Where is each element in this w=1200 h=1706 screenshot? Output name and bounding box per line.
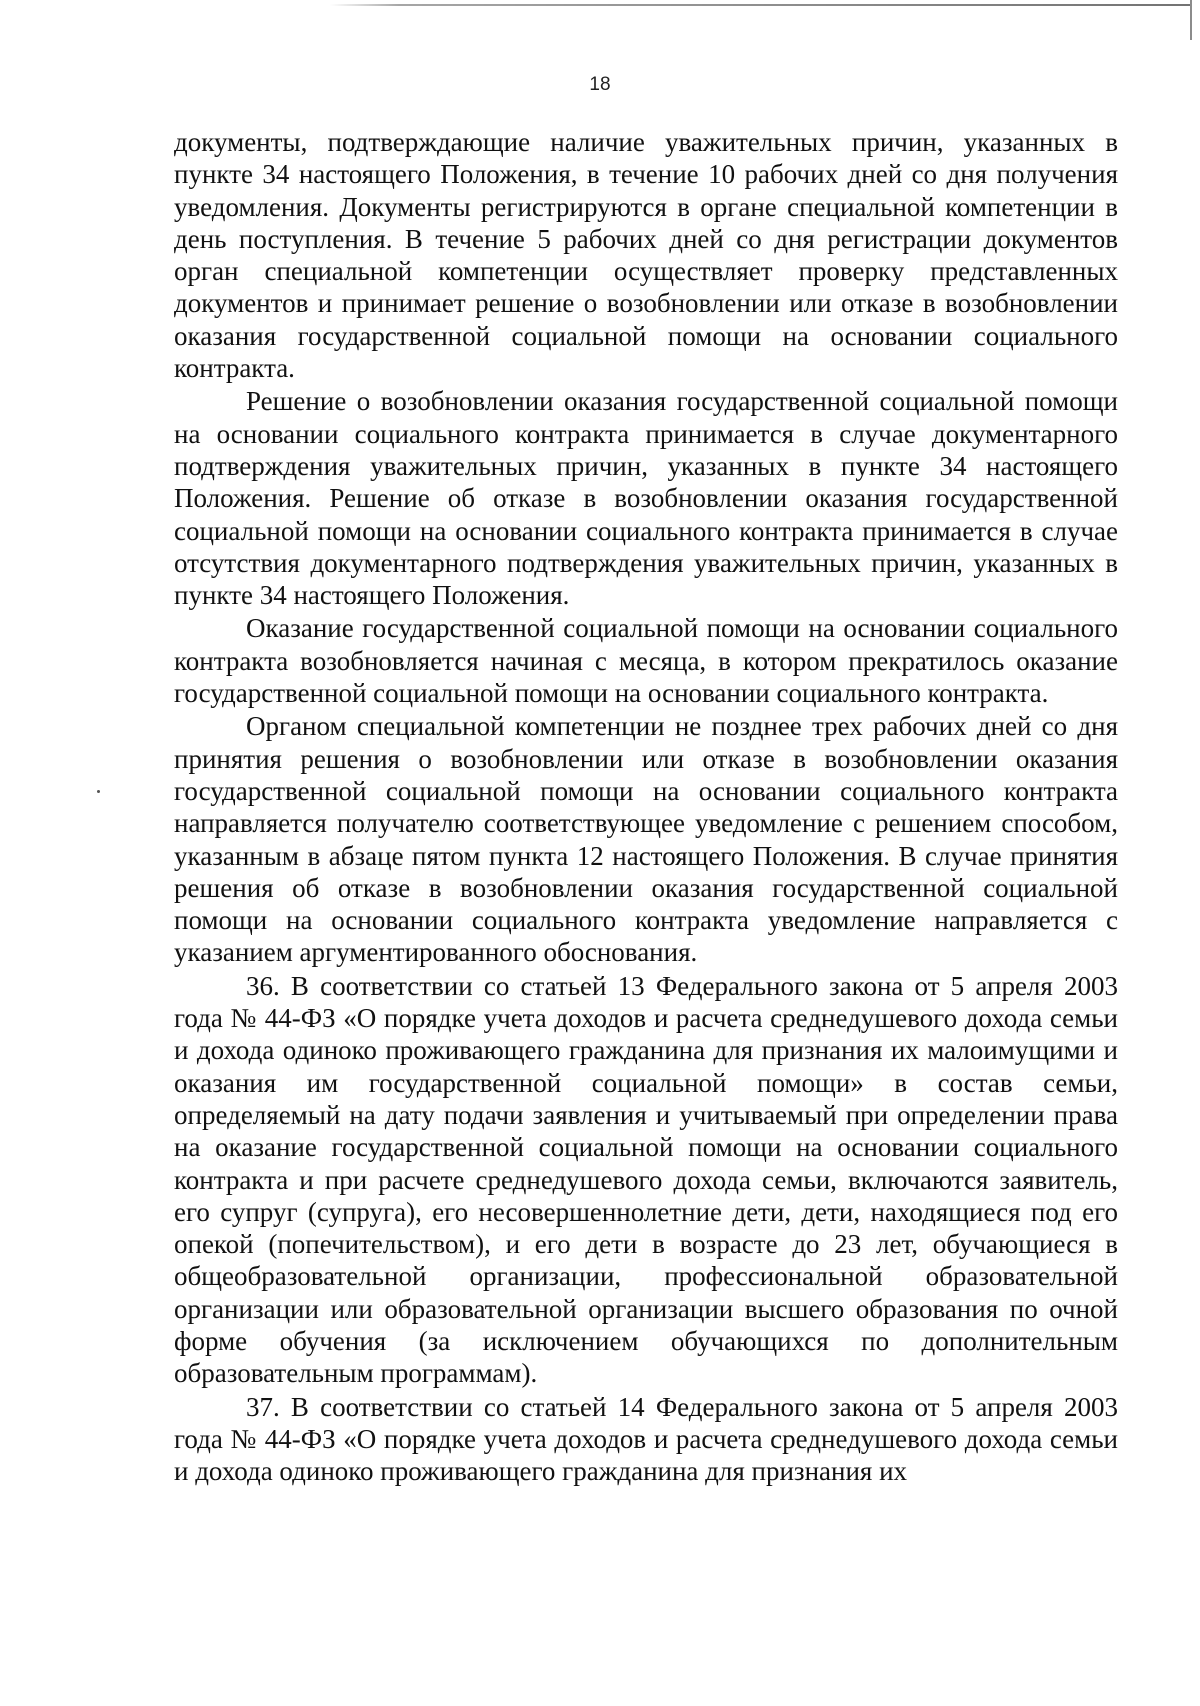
paragraph-resume-month: Оказание государственной социальной помощи на основании социального контракта возобновляется начиная с месяца, в котором прекратилось оказание государственной социальной помощи на основании социального контракта.: [174, 613, 1118, 709]
scan-dust-mark: [97, 790, 100, 793]
scan-top-edge-line: [330, 4, 1190, 6]
scan-right-edge-line: [1190, 0, 1192, 40]
paragraph-continuation: документы, подтверждающие наличие уважительных причин, указанных в пункте 34 настоящего Положения, в течение 10 рабочих дней со дня получения уведомления. Документы регистрируются в органе специальной компетенции в день поступления. В течение 5 рабочих дней со дня регистрации документов орган специальной компетенции осуществляет проверку представленных документов и принимает решение о возобновлении или отказе в возобновлении оказания государственной социальной помощи на основании социального контракта.: [174, 127, 1118, 384]
paragraph-item-36: 36. В соответствии со статьей 13 Федерального закона от 5 апреля 2003 года № 44-ФЗ «О порядке учета доходов и расчета среднедушевого дохода семьи и дохода одиноко проживающего гражданина для признания их малоимущими и оказания им государственной социальной помощи» в состав семьи, определяемый на дату подачи заявления и учитываемый при определении права на оказание государственной социальной помощи на основании социального контракта и при расчете среднедушевого дохода семьи, включаются заявитель, его супруг (супруга), его несовершеннолетние дети, дети, находящиеся под его опекой (попечительством), и его дети в возрасте до 23 лет, обучающиеся в общеобразовательной организации, профессиональной образовательной организации или образовательной организации высшего образования по очной форме обучения (за исключением обучающихся по дополнительным образовательным программам).: [174, 970, 1118, 1389]
paragraph-decision-resume: Решение о возобновлении оказания государственной социальной помощи на основании социального контракта принимается в случае документарного подтверждения уважительных причин, указанных в пункте 34 настоящего Положения. Решение об отказе в возобновлении оказания государственной социальной помощи на основании социального контракта принимается в случае отсутствия документарного подтверждения уважительных причин, указанных в пункте 34 настоящего Положения.: [174, 386, 1118, 611]
paragraph-item-37: 37. В соответствии со статьей 14 Федерального закона от 5 апреля 2003 года № 44-ФЗ «О порядке учета доходов и расчета среднедушевого дохода семьи и дохода одиноко проживающего гражданина для признания их: [174, 1391, 1118, 1487]
paragraph-notification: Органом специальной компетенции не позднее трех рабочих дней со дня принятия решения о возобновлении или отказе в возобновлении оказания государственной социальной помощи на основании социального контракта направляется получателю соответствующее уведомление с решением способом, указанным в абзаце пятом пункта 12 настоящего Положения. В случае принятия решения об отказе в возобновлении оказания государственной социальной помощи на основании социального контракта уведомление направляется с указанием аргументированного обоснования.: [174, 711, 1118, 968]
document-body: [174, 126, 1118, 1487]
page-number: 18: [589, 74, 611, 95]
